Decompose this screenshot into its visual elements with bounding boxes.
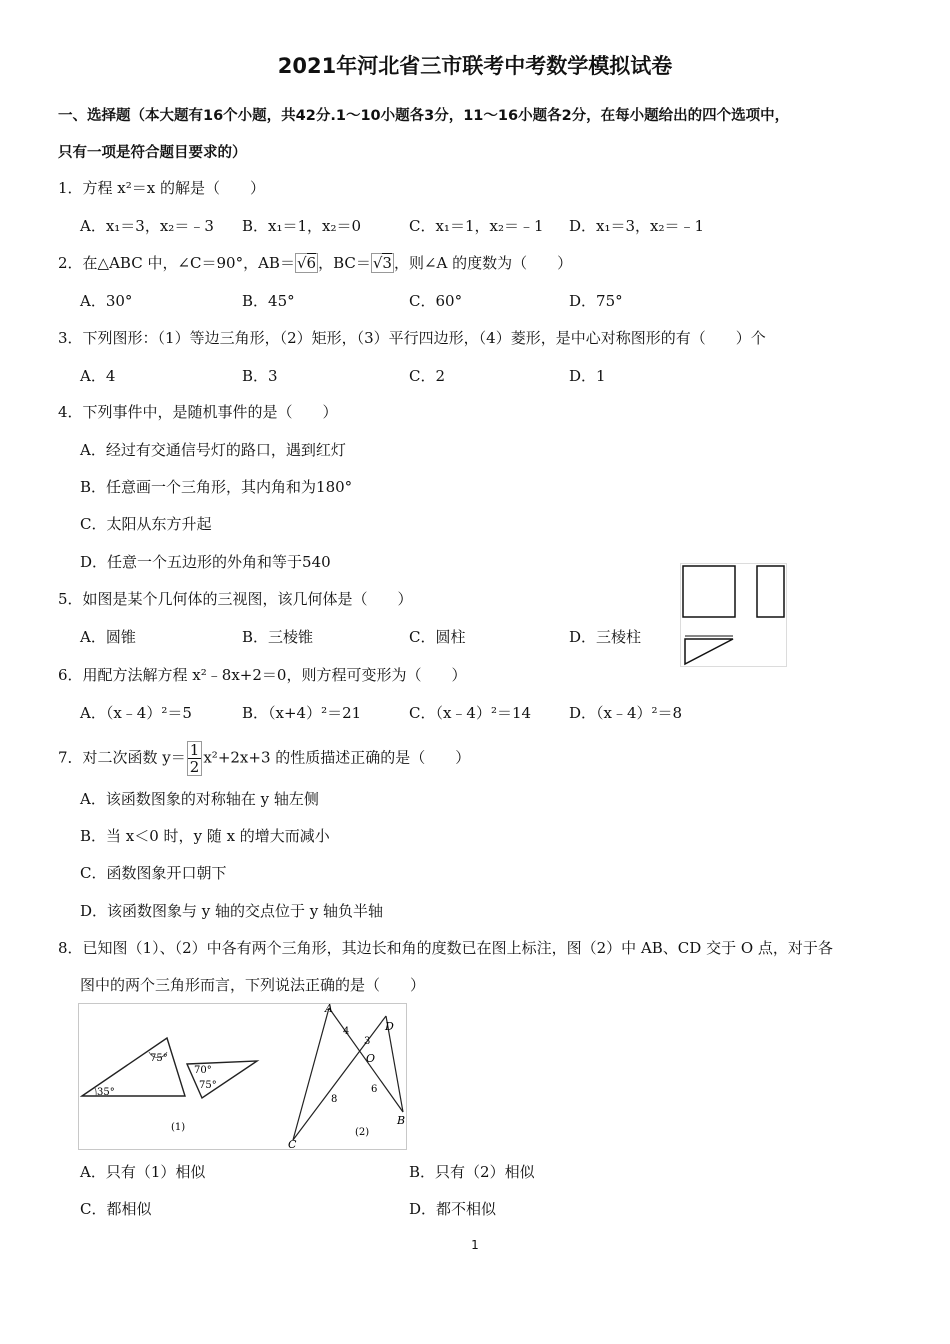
question-7-stem-after: x²+2x+3 的性质描述正确的是（ ） xyxy=(203,748,471,767)
question-2-option-c: C．60° xyxy=(409,292,463,310)
question-3-option-d: D．1 xyxy=(569,367,606,385)
fraction-one-half: $\frac{1}{2}$ xyxy=(187,741,203,776)
question-8-option-c: C．都相似 xyxy=(80,1200,152,1218)
page-title: 2021年河北省三市联考中考数学模拟试卷 xyxy=(277,54,673,78)
question-3-option-c: C．2 xyxy=(409,367,446,385)
question-7-option-b: B．当 x＜0 时，y 随 x 的增大而减小 xyxy=(80,827,330,845)
question-8-option-a: A．只有（1）相似 xyxy=(80,1163,206,1181)
question-1-stem: 1．方程 x²＝x 的解是（ ） xyxy=(58,179,266,197)
fig1-angle-70: 70° xyxy=(194,1065,212,1076)
question-4-option-b: B．任意画一个三角形，其内角和为180° xyxy=(80,478,353,496)
length-3-label: 3 xyxy=(364,1036,371,1047)
question-5-option-c: C．圆柱 xyxy=(409,628,466,646)
question-2-option-d: D．75° xyxy=(569,292,623,310)
triangles-drawing xyxy=(79,1004,406,1149)
question-2-stem xyxy=(58,252,572,273)
fig1-angle-75: 75° xyxy=(150,1053,168,1064)
question-2-option-b: B．45° xyxy=(242,292,295,310)
question-2-option-a: A．30° xyxy=(80,292,133,310)
triangles-figure xyxy=(78,1003,407,1150)
question-5-option-d: D．三棱柱 xyxy=(569,628,642,646)
question-8-stem-line1: 8．已知图（1）、（2）中各有两个三角形，其边长和角的度数已在图上标注，图（2）中 AB、CD 交于 O 点，对于各 xyxy=(58,939,833,957)
question-1-option-a: A．x₁＝3，x₂＝﹣3 xyxy=(80,217,214,235)
question-4-option-a: A．经过有交通信号灯的路口，遇到红灯 xyxy=(80,441,346,459)
sqrt-6: √6 xyxy=(296,254,317,272)
point-d-label: D xyxy=(385,1020,394,1033)
question-2-stem-mid: ，BC＝ xyxy=(318,254,371,272)
length-6-label: 6 xyxy=(371,1084,378,1095)
length-4-label: 4 xyxy=(343,1026,350,1037)
question-7-option-a: A．该函数图象的对称轴在 y 轴左侧 xyxy=(80,790,319,808)
question-2-stem-after: ，则∠A 的度数为（ ） xyxy=(393,254,573,272)
question-4-stem: 4．下列事件中，是随机事件的是（ ） xyxy=(58,403,338,421)
top-view-triangle xyxy=(685,639,733,664)
question-7-option-c: C．函数图象开口朝下 xyxy=(80,864,227,882)
question-4-option-d: D．任意一个五边形的外角和等于540 xyxy=(80,553,331,571)
question-6-stem: 6．用配方法解方程 x²﹣8x+2＝0，则方程可变形为（ ） xyxy=(58,666,467,684)
question-8-stem-line2: 图中的两个三角形而言，下列说法正确的是（ ） xyxy=(80,976,426,994)
question-4-option-c: C．太阳从东方升起 xyxy=(80,515,212,533)
three-view-drawing xyxy=(681,564,786,666)
fig1-angle-35: 35° xyxy=(97,1087,115,1098)
front-view xyxy=(683,566,735,617)
question-7-stem-before: 7．对二次函数 y＝ xyxy=(58,748,186,767)
question-3-stem: 3．下列图形：（1）等边三角形，（2）矩形，（3）平行四边形，（4）菱形，是中心对称图形的有（ ）个 xyxy=(58,329,766,347)
question-8-option-b: B．只有（2）相似 xyxy=(409,1163,535,1181)
question-6-option-c: C．（x﹣4）²＝14 xyxy=(409,704,532,722)
length-8-label: 8 xyxy=(331,1094,338,1105)
question-3-option-b: B．3 xyxy=(242,367,278,385)
page-number: 1 xyxy=(471,1238,479,1252)
question-5-option-a: A．圆锥 xyxy=(80,628,136,646)
question-1-option-d: D．x₁＝3，x₂＝﹣1 xyxy=(569,217,705,235)
question-6-option-d: D．（x﹣4）²＝8 xyxy=(569,704,683,722)
question-3-option-a: A．4 xyxy=(80,367,116,385)
side-view xyxy=(757,566,784,617)
question-5-option-b: B．三棱锥 xyxy=(242,628,314,646)
section-header-line2: 只有一项是符合题目要求的） xyxy=(58,145,247,161)
point-b-label: B xyxy=(397,1114,406,1127)
point-o-label: O xyxy=(366,1052,376,1065)
fig1-caption: (1) xyxy=(171,1122,186,1133)
point-a-label: A xyxy=(325,1004,333,1015)
question-7-option-d: D．该函数图象与 y 轴的交点位于 y 轴负半轴 xyxy=(80,902,384,920)
question-6-option-b: B．（x+4）²＝21 xyxy=(242,704,362,722)
point-c-label: C xyxy=(288,1138,297,1149)
question-2-stem-before: 2．在△ABC 中，∠C＝90°，AB＝ xyxy=(58,254,295,272)
question-6-option-a: A．（x﹣4）²＝5 xyxy=(80,704,192,722)
three-view-figure xyxy=(680,563,787,667)
fig1-angle-75b: 75° xyxy=(199,1080,217,1091)
question-7-stem xyxy=(58,741,470,776)
question-1-option-c: C．x₁＝1，x₂＝﹣1 xyxy=(409,217,544,235)
question-8-option-d: D．都不相似 xyxy=(409,1200,497,1218)
section-header-line1: 一、选择题（本大题有16个小题，共42分.1～10小题各3分，11～16小题各2分，在每小题给出的四个选项中， xyxy=(58,108,790,124)
question-1-option-b: B．x₁＝1，x₂＝0 xyxy=(242,217,362,235)
sqrt-3: √3 xyxy=(372,254,392,272)
question-5-stem: 5．如图是某个几何体的三视图，该几何体是（ ） xyxy=(58,590,413,608)
fig2-caption: (2) xyxy=(355,1127,370,1138)
